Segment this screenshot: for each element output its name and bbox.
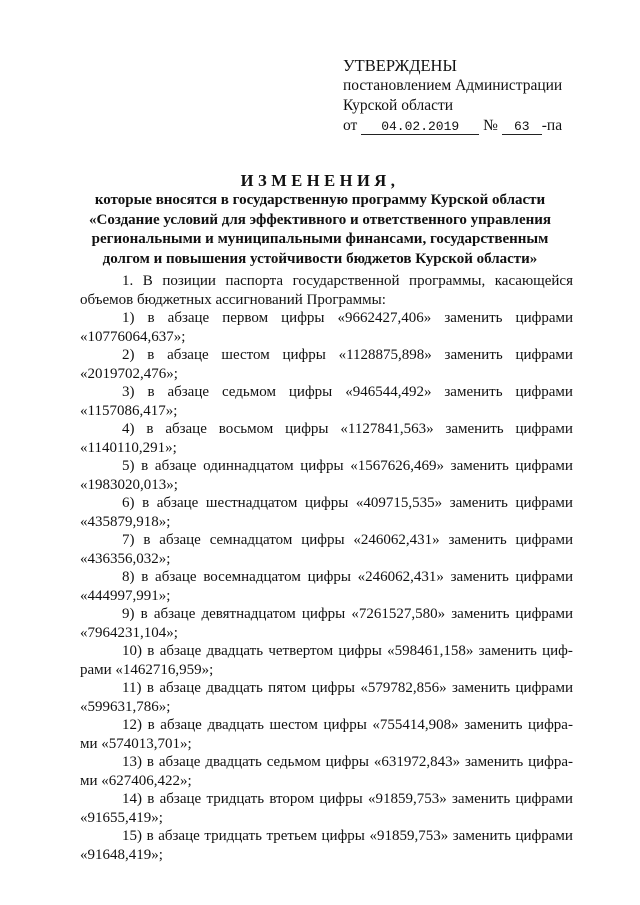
list-item-continuation: ми «574013,701»; (80, 735, 192, 752)
list-item-continuation: «444997,991»; (80, 587, 171, 604)
date-prefix: от (343, 117, 358, 134)
list-item-first-line: 11) в абзаце двадцать пятом цифры «579782,856» заменить цифрами (122, 680, 573, 696)
list-item-continuation: «435879,918»; (80, 513, 171, 530)
approval-date-line (343, 116, 562, 136)
date-value: 04.02.2019 (361, 120, 479, 135)
approval-block (343, 56, 562, 136)
list-item-first-line: 7) в абзаце семнадцатом цифры «246062,431» заменить цифрами (122, 532, 573, 548)
intro-line-2: объемов бюджетных ассигнований Программы: (80, 291, 386, 308)
list-item-continuation: рами «1462716,959»; (80, 661, 214, 678)
list-item (80, 457, 573, 494)
list-item-continuation: «1983020,013»; (80, 476, 178, 493)
list-item (80, 531, 573, 568)
list-item-first-line: 8) в абзаце восемнадцатом цифры «246062,431» заменить цифрами (122, 569, 573, 585)
list-item-first-line: 9) в абзаце девятнадцатом цифры «7261527,580» заменить цифрами (122, 606, 573, 622)
approval-title: УТВЕРЖДЕНЫ (343, 56, 457, 75)
list-item-first-line: 12) в абзаце двадцать шестом цифры «755414,908» заменить цифра- (122, 717, 573, 733)
list-item (80, 679, 573, 716)
list-item-first-line: 3) в абзаце седьмом цифры «946544,492» заменить цифрами (122, 384, 573, 400)
list-item-continuation: «436356,032»; (80, 550, 171, 567)
list-item (80, 716, 573, 753)
document-heading (0, 170, 640, 269)
list-item (80, 827, 573, 864)
approval-line-2: Курской области (343, 97, 454, 114)
list-item-first-line: 2) в абзаце шестом цифры «1128875,898» заменить цифрами (122, 347, 573, 363)
list-item-continuation: ми «627406,422»; (80, 772, 192, 789)
list-item (80, 790, 573, 827)
list-item-continuation: «7964231,104»; (80, 624, 178, 641)
number-suffix: -па (541, 117, 563, 134)
list-item-continuation: «10776064,637»; (80, 328, 186, 345)
list-item-continuation: «91648,419»; (80, 846, 163, 863)
list-item (80, 420, 573, 457)
number-value: 63 (502, 120, 542, 135)
heading-line-3: региональными и муниципальными финансами, государственным (91, 231, 549, 247)
list-item-continuation: «91655,419»; (80, 809, 163, 826)
list-item-first-line: 1) в абзаце первом цифры «9662427,406» заменить цифрами (122, 310, 573, 326)
heading-title: ИЗМЕНЕНИЯ, (240, 171, 400, 190)
change-items-list (80, 309, 573, 864)
list-item-first-line: 14) в абзаце тридцать втором цифры «91859,753» заменить цифрами (122, 791, 573, 807)
list-item-first-line: 4) в абзаце восьмом цифры «1127841,563» заменить цифрами (122, 421, 573, 437)
list-item (80, 383, 573, 420)
list-item (80, 309, 573, 346)
intro-paragraph (80, 272, 573, 309)
list-item-continuation: «2019702,476»; (80, 365, 178, 382)
list-item-first-line: 5) в абзаце одиннадцатом цифры «1567626,469» заменить цифрами (122, 458, 573, 474)
document-body (80, 272, 573, 864)
list-item-first-line: 15) в абзаце тридцать третьем цифры «91859,753» заменить цифрами (122, 828, 573, 844)
intro-line-1: 1. В позиции паспорта государственной программы, касающейся (122, 273, 573, 289)
heading-line-1: которые вносятся в государственную программу Курской области (94, 192, 546, 208)
list-item (80, 753, 573, 790)
list-item (80, 642, 573, 679)
approval-line-1: постановлением Администрации (343, 77, 563, 94)
list-item (80, 346, 573, 383)
list-item-first-line: 13) в абзаце двадцать седьмом цифры «631972,843» заменить цифра- (122, 754, 573, 770)
number-sign: № (483, 117, 498, 134)
list-item-continuation: «1140110,291»; (80, 439, 177, 456)
heading-line-4: долгом и повышения устойчивости бюджетов Курской области» (102, 250, 538, 267)
heading-line-2: «Создание условий для эффективного и ответственного управления (89, 211, 551, 228)
list-item-first-line: 6) в абзаце шестнадцатом цифры «409715,535» заменить цифрами (122, 495, 573, 511)
list-item (80, 568, 573, 605)
list-item-continuation: «599631,786»; (80, 698, 171, 715)
list-item (80, 494, 573, 531)
list-item-continuation: «1157086,417»; (80, 402, 178, 419)
list-item (80, 605, 573, 642)
list-item-first-line: 10) в абзаце двадцать четвертом цифры «598461,158» заменить циф- (122, 643, 573, 659)
